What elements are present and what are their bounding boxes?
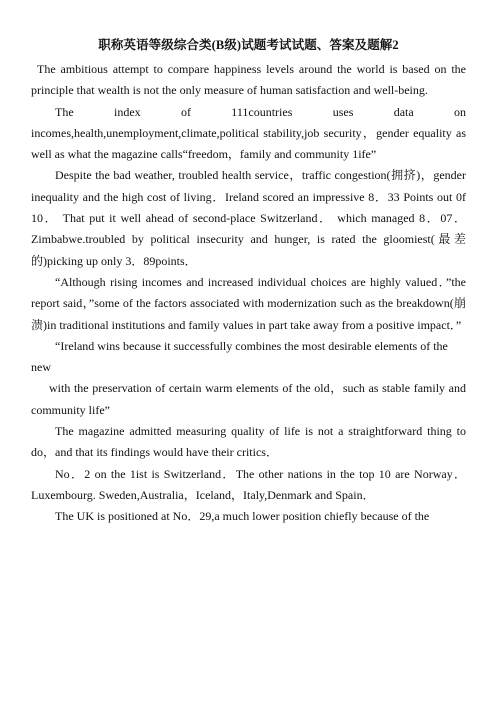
paragraph-7: The magazine admitted measuring quality of life is not a straightforward thing to do，and that its findings would have their critics．	[31, 424, 466, 460]
paragraph-9: The UK is positioned at No．29,a much lower position chiefly because of the	[55, 509, 430, 524]
document-title: 职称英语等级综合类(B级)试题考试试题、答案及题解2	[98, 38, 399, 52]
paragraph-5: “Ireland wins because it successfully combines the most desirable elements of the new	[31, 338, 448, 375]
paragraph-4: “Although rising incomes and increased individual choices are highly valued．”the report said，”some of the factors associated with modernization such as the breakdown(崩溃)in traditional institutions and family values in part take away from a positive impact．”	[31, 274, 466, 332]
paragraph-3: Despite the bad weather, troubled health service，traffic congestion(拥挤)，gender inequality and the high cost of living．Ireland scored an impressive 8．33 Points out 0f 10． That put it well ahead of second-place Switzerland． which managed 8．07．Zimbabwe.troubled by political insecurity and hunger, is rated the gloomiest(最差的)picking up only 3．89points．	[31, 168, 466, 268]
paragraph-8: No．2 on the 1ist is Switzerland．The other nations in the top 10 are Norway．Luxembourg. Sweden,Australia，Iceland，Italy,Denmark and Spain．	[31, 466, 466, 502]
paragraph-1: The ambitious attempt to compare happiness levels around the world is based on the principle that wealth is not the only measure of human satisfaction and well-being.	[31, 62, 466, 98]
paragraph-2: The index of 111countries uses data on incomes,health,unemployment,climate,political stability,job security，gender equality as well as what the magazine calls“freedom，family and community 1ife”	[31, 104, 466, 162]
paragraph-6: with the preservation of certain warm elements of the old，such as stable family and community life”	[31, 381, 466, 417]
